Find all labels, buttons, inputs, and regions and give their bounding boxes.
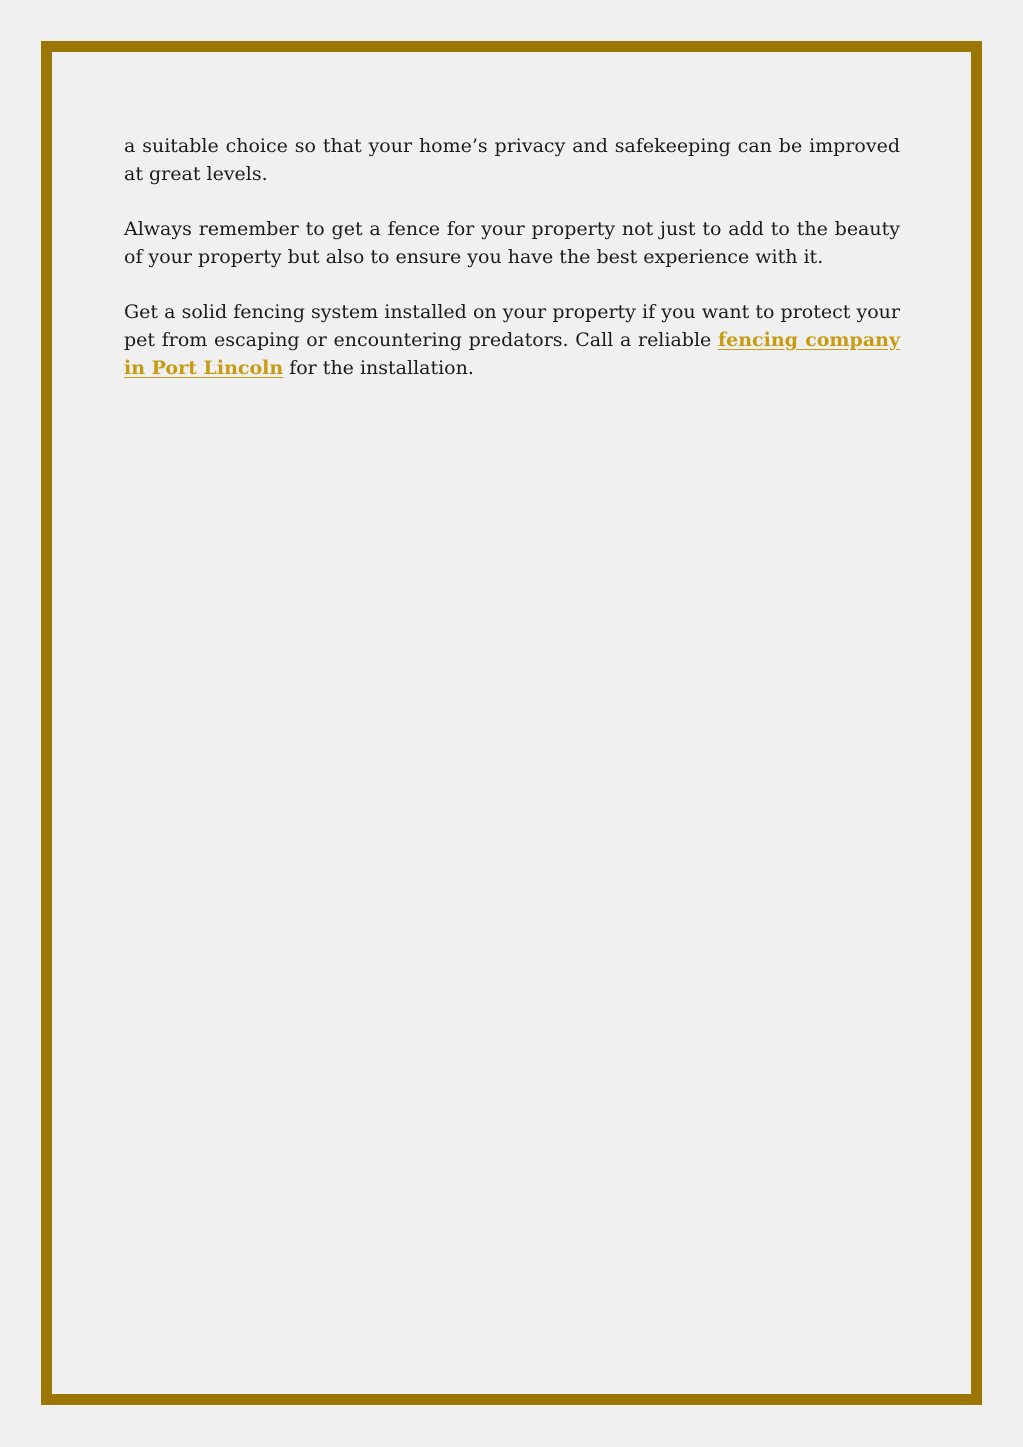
- paragraph-fence-beauty: Always remember to get a fence for your property not just to add to the beauty of your property but also to ensure you have the best experience with it.: [124, 218, 900, 268]
- fencing-company-link[interactable]: fencing company in Port Lincoln: [124, 329, 900, 379]
- paragraph-text-after-link: for the installation.: [283, 357, 474, 379]
- paragraph-privacy: a suitable choice so that your home’s privacy and safekeeping can be improved at great levels.: [124, 135, 900, 185]
- paragraph-text-before-link: Get a solid fencing system installed on your property if you want to protect your pet from escaping or encountering predators. Call a reliable: [124, 301, 900, 351]
- paragraph-pet-protection: [124, 298, 900, 382]
- page-frame: [41, 41, 982, 1405]
- document-body: [124, 132, 900, 409]
